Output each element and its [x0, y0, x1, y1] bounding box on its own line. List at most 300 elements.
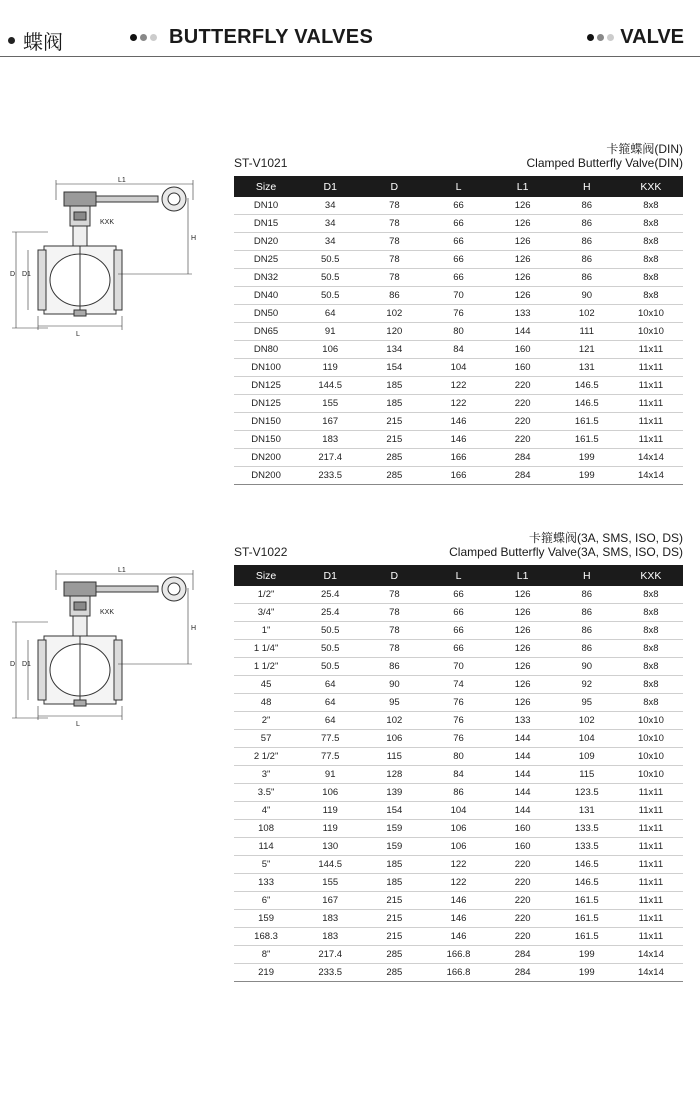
table-header-row: [234, 176, 683, 197]
table-cell: 220: [491, 928, 555, 946]
table-cell: 8x8: [619, 269, 683, 287]
table-row: [234, 467, 683, 485]
table-cell: 161.5: [555, 910, 619, 928]
table-cell: 86: [555, 269, 619, 287]
table-cell: 160: [491, 341, 555, 359]
header-cn-title: [8, 26, 63, 55]
valve-drawing: [8, 170, 208, 340]
table-cell: 161.5: [555, 892, 619, 910]
table-cell: 284: [491, 467, 555, 485]
table-cell: 160: [491, 820, 555, 838]
table-cell: 167: [298, 892, 362, 910]
table-cell: 10x10: [619, 748, 683, 766]
table-cell: 77.5: [298, 730, 362, 748]
table-cell: 144: [491, 748, 555, 766]
table-cell: 102: [362, 712, 426, 730]
table-cell: 45: [234, 676, 298, 694]
table-cell: 285: [362, 467, 426, 485]
table-cell: 10x10: [619, 730, 683, 748]
table-cell: 167: [298, 413, 362, 431]
table-cell: 2": [234, 712, 298, 730]
table-cell: 34: [298, 215, 362, 233]
dim-label-d: D: [10, 271, 16, 278]
table-cell: DN125: [234, 377, 298, 395]
table-cell: 285: [362, 964, 426, 982]
table-cell: 154: [362, 359, 426, 377]
table-cell: DN32: [234, 269, 298, 287]
table-cell: 144.5: [298, 377, 362, 395]
table-row: [234, 712, 683, 730]
table-row: [234, 233, 683, 251]
table-row: [234, 694, 683, 712]
table-cell: 133.5: [555, 838, 619, 856]
table-cell: DN125: [234, 395, 298, 413]
table-cell: DN10: [234, 197, 298, 215]
dim-label-l1: L1: [118, 177, 126, 184]
table-cell: 5": [234, 856, 298, 874]
table-cell: 91: [298, 323, 362, 341]
table-cell: 8": [234, 946, 298, 964]
table-row: [234, 874, 683, 892]
table-cell: 11x11: [619, 359, 683, 377]
table-cell: 11x11: [619, 784, 683, 802]
table-cell: 104: [426, 802, 490, 820]
table-row: [234, 748, 683, 766]
table-cell: 133.5: [555, 820, 619, 838]
table-row: [234, 676, 683, 694]
table-cell: 86: [555, 233, 619, 251]
column-header: Size: [234, 565, 298, 586]
table-cell: 126: [491, 197, 555, 215]
table-cell: 8x8: [619, 622, 683, 640]
table-row: [234, 658, 683, 676]
column-header: H: [555, 176, 619, 197]
table-cell: DN65: [234, 323, 298, 341]
table-cell: 48: [234, 694, 298, 712]
table-cell: 185: [362, 874, 426, 892]
table-cell: 10x10: [619, 305, 683, 323]
table-cell: 115: [555, 766, 619, 784]
table-cell: 34: [298, 233, 362, 251]
table-cell: 78: [362, 269, 426, 287]
table-cell: 14x14: [619, 449, 683, 467]
table-cell: 90: [555, 658, 619, 676]
table-cell: 76: [426, 712, 490, 730]
table-cell: 8x8: [619, 676, 683, 694]
table-cell: 285: [362, 946, 426, 964]
table-cell: 86: [555, 197, 619, 215]
table-cell: 86: [426, 784, 490, 802]
table-cell: 166.8: [426, 964, 490, 982]
column-header: L1: [491, 176, 555, 197]
table-cell: 78: [362, 215, 426, 233]
table-cell: 76: [426, 305, 490, 323]
table-cell: 126: [491, 586, 555, 604]
column-header: L: [426, 565, 490, 586]
dim-label-l: L: [76, 331, 80, 338]
model-number: ST-V1021: [234, 156, 288, 170]
table-cell: 133: [491, 712, 555, 730]
table-cell: 66: [426, 269, 490, 287]
table-cell: 131: [555, 802, 619, 820]
table-cell: 64: [298, 305, 362, 323]
table-cell: 215: [362, 431, 426, 449]
table-cell: 86: [555, 215, 619, 233]
table-cell: 104: [426, 359, 490, 377]
table-cell: 8x8: [619, 694, 683, 712]
table-row: [234, 802, 683, 820]
table-row: [234, 928, 683, 946]
bullet-icon: [8, 37, 15, 44]
table-cell: 146: [426, 928, 490, 946]
table-cell: 126: [491, 658, 555, 676]
column-header: D1: [298, 565, 362, 586]
table-cell: 2 1/2": [234, 748, 298, 766]
table-cell: 146.5: [555, 856, 619, 874]
table-cell: 90: [555, 287, 619, 305]
table-cell: 11x11: [619, 341, 683, 359]
table-cell: 120: [362, 323, 426, 341]
table-cell: 114: [234, 838, 298, 856]
table-cell: 220: [491, 395, 555, 413]
table-cell: 159: [234, 910, 298, 928]
table-cell: 11x11: [619, 892, 683, 910]
table-cell: 3": [234, 766, 298, 784]
table-cell: 78: [362, 640, 426, 658]
table-cell: 91: [298, 766, 362, 784]
main-title-text: BUTTERFLY VALVES: [169, 26, 374, 48]
table-cell: 217.4: [298, 449, 362, 467]
table-cell: 3.5": [234, 784, 298, 802]
table-cell: 126: [491, 694, 555, 712]
table-row: [234, 856, 683, 874]
table-cell: 80: [426, 323, 490, 341]
spec-table: [234, 565, 683, 982]
table-cell: 50.5: [298, 640, 362, 658]
table-cell: 11x11: [619, 928, 683, 946]
table-cell: 168.3: [234, 928, 298, 946]
table-cell: DN100: [234, 359, 298, 377]
table-row: [234, 838, 683, 856]
table-row: [234, 640, 683, 658]
dim-label-l: L: [76, 721, 80, 728]
column-header: KXK: [619, 565, 683, 586]
table-cell: 78: [362, 197, 426, 215]
table-cell: 160: [491, 838, 555, 856]
table-row: [234, 197, 683, 215]
column-header: L1: [491, 565, 555, 586]
table-cell: 8x8: [619, 640, 683, 658]
table-cell: 11x11: [619, 377, 683, 395]
table-row: [234, 269, 683, 287]
table-cell: 185: [362, 395, 426, 413]
table-cell: 25.4: [298, 604, 362, 622]
table-cell: 1/2": [234, 586, 298, 604]
table-cell: 166: [426, 449, 490, 467]
table-cell: 14x14: [619, 964, 683, 982]
table-cell: 8x8: [619, 604, 683, 622]
table-cell: 119: [298, 359, 362, 377]
table-cell: 80: [426, 748, 490, 766]
table-cell: 139: [362, 784, 426, 802]
table-cell: 106: [426, 838, 490, 856]
table-cell: 95: [555, 694, 619, 712]
table-row: [234, 892, 683, 910]
table-cell: 10x10: [619, 766, 683, 784]
table-cell: 11x11: [619, 413, 683, 431]
table-cell: 11x11: [619, 395, 683, 413]
table-row: [234, 287, 683, 305]
table-cell: 121: [555, 341, 619, 359]
table-row: [234, 910, 683, 928]
table-cell: 144: [491, 766, 555, 784]
table-cell: 122: [426, 874, 490, 892]
table-cell: 86: [555, 604, 619, 622]
table-cell: 166.8: [426, 946, 490, 964]
table-cell: 102: [555, 305, 619, 323]
table-cell: 199: [555, 467, 619, 485]
table-cell: 131: [555, 359, 619, 377]
table-cell: 134: [362, 341, 426, 359]
table-cell: 66: [426, 251, 490, 269]
table-cell: 8x8: [619, 658, 683, 676]
table-cell: 146: [426, 431, 490, 449]
table-cell: 11x11: [619, 856, 683, 874]
right-title-text: VALVE: [620, 26, 684, 48]
table-cell: 146.5: [555, 377, 619, 395]
table-body: [234, 197, 683, 485]
table-cell: 86: [555, 251, 619, 269]
table-cell: 130: [298, 838, 362, 856]
column-header: Size: [234, 176, 298, 197]
table-cell: 78: [362, 586, 426, 604]
table-cell: 64: [298, 676, 362, 694]
table-row: [234, 359, 683, 377]
table-row: [234, 946, 683, 964]
table-cell: 126: [491, 287, 555, 305]
valve-drawing: [8, 560, 208, 730]
table-cell: 86: [555, 586, 619, 604]
table-cell: 126: [491, 604, 555, 622]
table-cell: 217.4: [298, 946, 362, 964]
table-cell: DN80: [234, 341, 298, 359]
table-cell: 1": [234, 622, 298, 640]
table-cell: 159: [362, 820, 426, 838]
table-cell: 109: [555, 748, 619, 766]
table-cell: 155: [298, 395, 362, 413]
table-row: [234, 730, 683, 748]
table-cell: 86: [362, 658, 426, 676]
product-name-cn: 卡箍蝶阀(3A, SMS, ISO, DS): [528, 531, 683, 545]
table-cell: 220: [491, 874, 555, 892]
cn-title-text: 蝶阀: [23, 32, 63, 54]
column-header: KXK: [619, 176, 683, 197]
table-row: [234, 604, 683, 622]
table-cell: 77.5: [298, 748, 362, 766]
table-cell: 159: [362, 838, 426, 856]
table-cell: 220: [491, 431, 555, 449]
table-header-row: [234, 565, 683, 586]
table-cell: 126: [491, 622, 555, 640]
table-row: [234, 323, 683, 341]
table-cell: 78: [362, 233, 426, 251]
table-cell: 126: [491, 676, 555, 694]
table-cell: 8x8: [619, 586, 683, 604]
table-cell: 199: [555, 964, 619, 982]
table-cell: 11x11: [619, 874, 683, 892]
table-cell: 14x14: [619, 467, 683, 485]
table-cell: 66: [426, 622, 490, 640]
dim-label-kxk: KXK: [100, 609, 115, 616]
table-cell: DN20: [234, 233, 298, 251]
table-cell: 8x8: [619, 251, 683, 269]
column-header: L: [426, 176, 490, 197]
table-cell: 111: [555, 323, 619, 341]
dim-label-kxk: KXK: [100, 219, 115, 226]
table-cell: 161.5: [555, 928, 619, 946]
table-cell: 284: [491, 964, 555, 982]
table-cell: 66: [426, 586, 490, 604]
table-cell: 50.5: [298, 658, 362, 676]
table-cell: 50.5: [298, 622, 362, 640]
table-cell: 146.5: [555, 874, 619, 892]
header-divider: [0, 56, 700, 57]
spec-table: [234, 176, 683, 485]
table-cell: 11x11: [619, 838, 683, 856]
table-row: [234, 449, 683, 467]
table-cell: 146.5: [555, 395, 619, 413]
table-cell: 108: [234, 820, 298, 838]
table-cell: 220: [491, 910, 555, 928]
table-row: [234, 784, 683, 802]
table-cell: 233.5: [298, 964, 362, 982]
table-cell: 1 1/4": [234, 640, 298, 658]
table-cell: 133: [234, 874, 298, 892]
table-cell: 215: [362, 928, 426, 946]
table-cell: 6": [234, 892, 298, 910]
table-cell: 102: [555, 712, 619, 730]
table-row: [234, 377, 683, 395]
table-cell: 70: [426, 658, 490, 676]
table-cell: 86: [362, 287, 426, 305]
table-cell: 50.5: [298, 251, 362, 269]
table-cell: 57: [234, 730, 298, 748]
table-cell: 219: [234, 964, 298, 982]
table-row: [234, 820, 683, 838]
table-cell: 215: [362, 910, 426, 928]
table-cell: 154: [362, 802, 426, 820]
table-cell: 128: [362, 766, 426, 784]
table-cell: 220: [491, 856, 555, 874]
dim-label-d1: D1: [22, 271, 31, 278]
table-row: [234, 964, 683, 982]
table-cell: 106: [362, 730, 426, 748]
table-cell: 66: [426, 604, 490, 622]
table-cell: 215: [362, 413, 426, 431]
table-cell: 104: [555, 730, 619, 748]
table-cell: 76: [426, 730, 490, 748]
table-row: [234, 586, 683, 604]
table-cell: 86: [555, 640, 619, 658]
table-cell: 122: [426, 856, 490, 874]
column-header: D: [362, 565, 426, 586]
table-cell: 144: [491, 784, 555, 802]
table-cell: 86: [555, 622, 619, 640]
table-cell: 3/4": [234, 604, 298, 622]
table-cell: 64: [298, 712, 362, 730]
table-cell: DN40: [234, 287, 298, 305]
table-cell: 146: [426, 413, 490, 431]
table-cell: 183: [298, 910, 362, 928]
table-cell: 4": [234, 802, 298, 820]
dim-label-d: D: [10, 661, 16, 668]
table-cell: 78: [362, 251, 426, 269]
table-cell: 126: [491, 233, 555, 251]
table-cell: 126: [491, 251, 555, 269]
table-cell: 285: [362, 449, 426, 467]
table-cell: 90: [362, 676, 426, 694]
table-cell: 10x10: [619, 712, 683, 730]
table-cell: DN150: [234, 431, 298, 449]
product-name-cn: 卡箍蝶阀(DIN): [606, 142, 683, 156]
table-cell: 66: [426, 215, 490, 233]
dots-icon: [587, 34, 614, 41]
table-cell: 183: [298, 928, 362, 946]
table-cell: 123.5: [555, 784, 619, 802]
table-cell: 119: [298, 802, 362, 820]
column-header: H: [555, 565, 619, 586]
table-cell: 1 1/2": [234, 658, 298, 676]
column-header: D: [362, 176, 426, 197]
table-cell: DN15: [234, 215, 298, 233]
table-row: [234, 622, 683, 640]
table-cell: 11x11: [619, 910, 683, 928]
table-cell: 74: [426, 676, 490, 694]
table-cell: 146: [426, 910, 490, 928]
table-row: [234, 215, 683, 233]
table-cell: 144: [491, 323, 555, 341]
table-cell: 115: [362, 748, 426, 766]
table-row: [234, 305, 683, 323]
table-cell: 220: [491, 413, 555, 431]
dim-label-d1: D1: [22, 661, 31, 668]
table-cell: 185: [362, 856, 426, 874]
table-cell: 161.5: [555, 413, 619, 431]
table-cell: 14x14: [619, 946, 683, 964]
table-cell: 199: [555, 449, 619, 467]
table-cell: 122: [426, 395, 490, 413]
table-cell: 34: [298, 197, 362, 215]
table-cell: 50.5: [298, 269, 362, 287]
table-cell: 284: [491, 449, 555, 467]
table-cell: 233.5: [298, 467, 362, 485]
table-cell: 78: [362, 622, 426, 640]
table-cell: 144: [491, 802, 555, 820]
table-cell: DN25: [234, 251, 298, 269]
table-cell: 102: [362, 305, 426, 323]
table-cell: 92: [555, 676, 619, 694]
column-header: D1: [298, 176, 362, 197]
table-cell: 119: [298, 820, 362, 838]
header-right-title: [587, 26, 684, 49]
table-cell: 66: [426, 197, 490, 215]
product-name-en: Clamped Butterfly Valve(3A, SMS, ISO, DS): [449, 545, 683, 559]
table-cell: 8x8: [619, 287, 683, 305]
table-cell: 70: [426, 287, 490, 305]
table-cell: 122: [426, 377, 490, 395]
table-row: [234, 413, 683, 431]
table-row: [234, 251, 683, 269]
